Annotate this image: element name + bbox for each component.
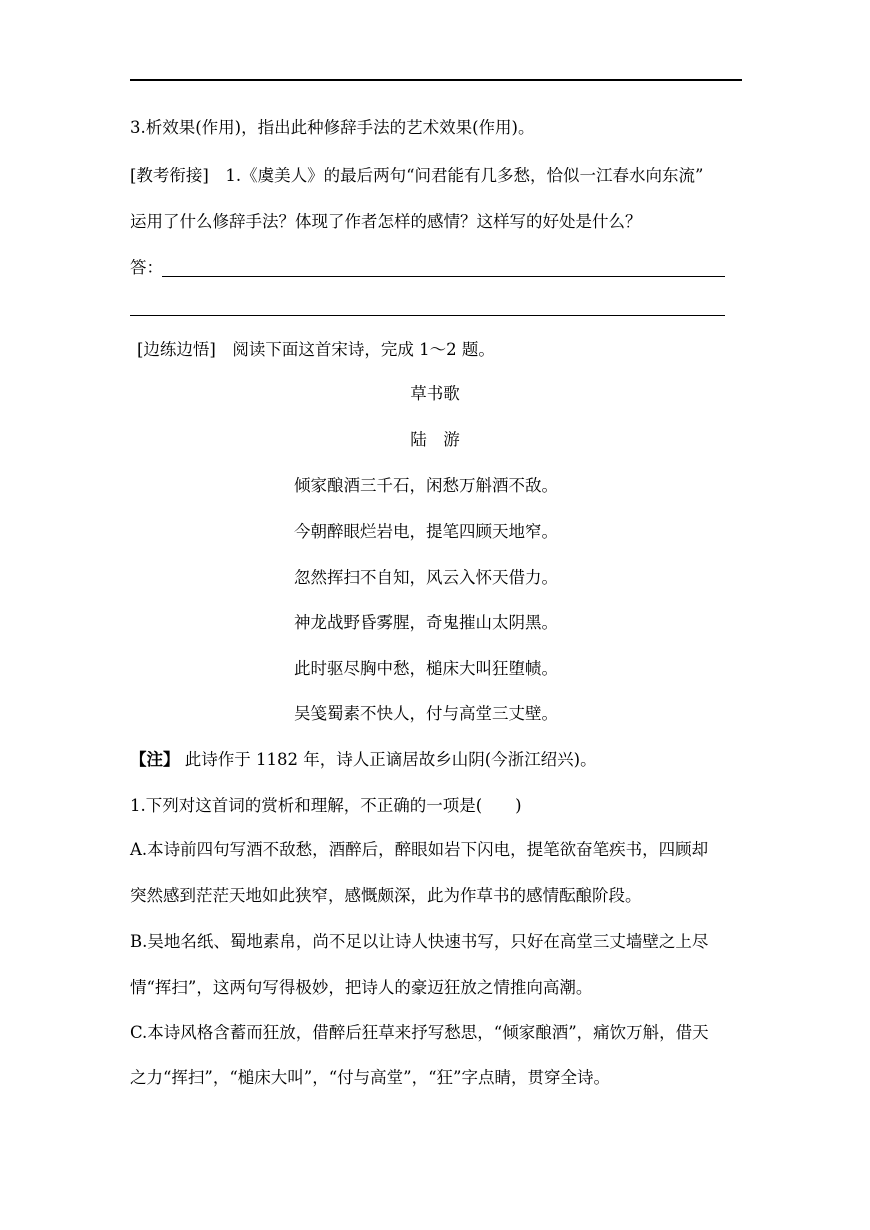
header-rule — [130, 79, 742, 81]
method-point-3: 3.析效果(作用)，指出此种修辞手法的艺术效果(作用)。 — [130, 118, 535, 137]
practice-intro: [边练边悟] 阅读下面这首宋诗，完成 1～2 题。 — [137, 340, 495, 359]
question-1-line-2: 运用了什么修辞手法？体现了作者怎样的感情？这样写的好处是什么？ — [130, 212, 642, 231]
note — [130, 748, 597, 772]
poem-line: 吴笺蜀素不快人，付与高堂三丈壁。 — [294, 704, 558, 723]
option-a-line-1: A.本诗前四句写酒不敌愁，酒醉后，醉眼如岩下闪电，提笔欲奋笔疾书，四顾却 — [130, 840, 709, 859]
poem-line: 此时驱尽胸中愁，槌床大叫狂堕帻。 — [294, 659, 558, 678]
option-a-line-2: 突然感到茫茫天地如此狭窄，感慨颇深，此为作草书的感情酝酿阶段。 — [130, 886, 642, 905]
note-label: 【注】 — [130, 750, 180, 769]
option-b-line-1: B.吴地名纸、蜀地素帛，尚不足以让诗人快速书写，只好在高堂三丈墙壁之上尽 — [130, 932, 709, 951]
question-1-line-1: [教考衔接] 1.《虞美人》的最后两句“问君能有几多愁，恰似一江春水向东流” — [130, 166, 704, 185]
answer-line-1 — [162, 276, 725, 277]
question-stem: 1.下列对这首词的赏析和理解，不正确的一项是( ) — [130, 796, 522, 815]
poem-title: 草书歌 — [410, 384, 460, 403]
answer-label: 答： — [130, 258, 163, 277]
poem-line: 倾家酿酒三千石，闲愁万斛酒不敌。 — [294, 476, 558, 495]
poem-author: 陆 游 — [410, 430, 460, 449]
poem-line: 神龙战野昏雾腥，奇鬼摧山太阴黑。 — [294, 613, 558, 632]
answer-line-2 — [130, 315, 725, 316]
note-text: 此诗作于 1182 年，诗人正谪居故乡山阴(今浙江绍兴)。 — [184, 750, 597, 769]
option-c-line-2: 之力“挥扫”，“槌床大叫”，“付与高堂”，“狂”字点睛，贯穿全诗。 — [130, 1068, 610, 1087]
poem-line: 忽然挥扫不自知，风云入怀天借力。 — [294, 568, 558, 587]
option-b-line-2: 情“挥扫”，这两句写得极妙，把诗人的豪迈狂放之情推向高潮。 — [130, 978, 593, 997]
poem-line: 今朝醉眼烂岩电，提笔四顾天地窄。 — [294, 522, 558, 541]
option-c-line-1: C.本诗风格含蓄而狂放，借醉后狂草来抒写愁思，“倾家酿酒”，痛饮万斛，借天 — [130, 1023, 709, 1042]
